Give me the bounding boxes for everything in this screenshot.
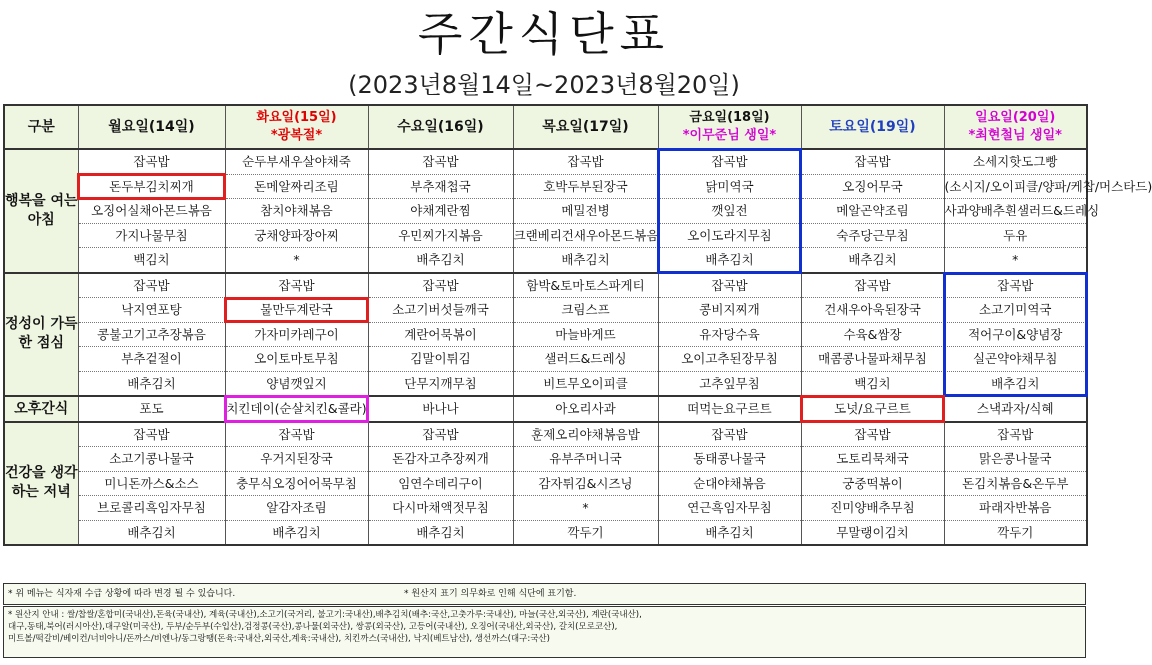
- origin-line: 대구,동태,북어(러시아산),대구알(미국산), 두부/순두부(수입산),검정콩(국산),콩나물(외국산), 쌍콩(외국산), 고등어(국내산), 오징어(국내산,외국산), 갈치(모로코산),: [8, 622, 618, 632]
- lunch-row: [4, 347, 1087, 372]
- menu-item: 단무지깨무침: [368, 371, 513, 396]
- snack-label: 오후간식: [4, 396, 78, 422]
- menu-item: 실곤약야채무침: [944, 347, 1087, 372]
- menu-item: 참치야채볶음: [225, 199, 368, 224]
- lunch-row: [4, 298, 1087, 323]
- menu-item: 크림스프: [513, 298, 658, 323]
- menu-item: 매콤콩나물파채무침: [801, 347, 944, 372]
- menu-item: 닭미역국: [658, 174, 801, 199]
- menu-item: 유자당수육: [658, 322, 801, 347]
- menu-item: 잡곡밥: [801, 149, 944, 174]
- menu-item: 돈두부김치찌개: [78, 174, 225, 199]
- menu-item: 소고기콩나물국: [78, 447, 225, 472]
- menu-item: 콩불고기고추장볶음: [78, 322, 225, 347]
- menu-item: *: [944, 248, 1087, 273]
- day-header-sat: [801, 105, 944, 149]
- dinner-row: [4, 520, 1087, 545]
- menu-item: 바나나: [368, 396, 513, 422]
- menu-item: 궁채양파장아찌: [225, 223, 368, 248]
- breakfast-row: [4, 174, 1087, 199]
- menu-item: 사과양배추흰샐러드&드레싱: [944, 199, 1087, 224]
- menu-item: 잡곡밥: [225, 273, 368, 298]
- menu-item: 궁중떡볶이: [801, 471, 944, 496]
- menu-item: 돈감자고추장찌개: [368, 447, 513, 472]
- menu-item: 적어구이&양념장: [944, 322, 1087, 347]
- menu-item: 무말랭이김치: [801, 520, 944, 545]
- menu-item: 감자튀김&시즈닝: [513, 471, 658, 496]
- day-header-tue: [225, 105, 368, 149]
- menu-item: 충무식오징어어묵무침: [225, 471, 368, 496]
- menu-item: 파래자반볶음: [944, 496, 1087, 521]
- menu-item: 훈제오리야채볶음밥: [513, 422, 658, 447]
- lunch-row: [4, 371, 1087, 396]
- menu-item: 배추김치: [368, 520, 513, 545]
- menu-item: 배추김치: [801, 248, 944, 273]
- menu-item: 샐러드&드레싱: [513, 347, 658, 372]
- menu-item: 떠먹는요구르트: [658, 396, 801, 422]
- header-row: [4, 105, 1087, 149]
- origin-info: [3, 606, 1086, 658]
- menu-item: 잡곡밥: [801, 422, 944, 447]
- day-note: *최현철님 생일*: [968, 128, 1062, 143]
- day-name: 화요일(15일): [256, 110, 337, 125]
- day-name: 수요일(16일): [397, 119, 484, 135]
- origin-line: * 원산지 안내 : 쌀/찹쌀/혼합미(국내산),돈육(국내산), 계육(국내산),소고기(국거리, 불고기:국내산),배추김치(배추:국산,고춧가루:국내산), 마늘(국산,외국산), 계란(국내산),: [8, 610, 642, 620]
- lunch-row: [4, 322, 1087, 347]
- menu-item: 우거지된장국: [225, 447, 368, 472]
- menu-item: 잡곡밥: [658, 422, 801, 447]
- menu-item: 낙지연포탕: [78, 298, 225, 323]
- menu-item: 배추김치: [658, 520, 801, 545]
- menu-item: 크랜베리건새우아몬드볶음: [513, 223, 658, 248]
- menu-item: 돈메알짜리조림: [225, 174, 368, 199]
- menu-item: 잡곡밥: [368, 422, 513, 447]
- menu-item: 오징어무국: [801, 174, 944, 199]
- menu-item: 콩비지찌개: [658, 298, 801, 323]
- period-subtitle: (2023년8월14일~2023년8월20일): [348, 71, 740, 99]
- day-name: 토요일(19일): [829, 119, 916, 135]
- breakfast-row: [4, 248, 1087, 273]
- menu-item: 깍두기: [513, 520, 658, 545]
- menu-item: 수육&쌈장: [801, 322, 944, 347]
- origin-line: 미트볼/떡갈비/베이컨/너비아니/돈까스/비엔나/동그랑땡(돈육:국내산,외국산,계육:국내산), 치킨까스(국내산), 낙지(베트남산), 생선까스(대구:국산): [8, 634, 550, 644]
- change-notice-text: * 위 메뉴는 식자재 수급 상황에 따라 변경 될 수 있습니다.: [8, 589, 236, 599]
- menu-item: 미니돈까스&소스: [78, 471, 225, 496]
- menu-item: *: [513, 496, 658, 521]
- menu-item: 도토리묵채국: [801, 447, 944, 472]
- menu-item: 잡곡밥: [368, 149, 513, 174]
- day-header-thu: [513, 105, 658, 149]
- menu-item: 맑은콩나물국: [944, 447, 1087, 472]
- menu-item: 오징어실채아몬드볶음: [78, 199, 225, 224]
- change-notice: [3, 583, 1086, 605]
- snack-row: [4, 396, 1087, 422]
- menu-item: 양념깻잎지: [225, 371, 368, 396]
- menu-item: 김말이튀김: [368, 347, 513, 372]
- menu-item: 물만두계란국: [225, 298, 368, 323]
- menu-item: 배추김치: [513, 248, 658, 273]
- menu-item: 오이토마토무침: [225, 347, 368, 372]
- menu-item: 오이도라지무침: [658, 223, 801, 248]
- day-header-sun: [944, 105, 1087, 149]
- menu-item: 순두부새우살야채죽: [225, 149, 368, 174]
- menu-item: 알감자조림: [225, 496, 368, 521]
- breakfast-row: [4, 199, 1087, 224]
- menu-item: 배추김치: [368, 248, 513, 273]
- menu-item: 함박&토마토스파게티: [513, 273, 658, 298]
- menu-item: 메밀전병: [513, 199, 658, 224]
- day-name: 일요일(20일): [975, 110, 1056, 125]
- menu-item: 우민찌가지볶음: [368, 223, 513, 248]
- menu-item: 고추잎무침: [658, 371, 801, 396]
- menu-item: 백김치: [801, 371, 944, 396]
- menu-item: 순대야채볶음: [658, 471, 801, 496]
- menu-item: 가자미카레구이: [225, 322, 368, 347]
- menu-item: 잡곡밥: [368, 273, 513, 298]
- dinner-row: [4, 496, 1087, 521]
- menu-item: 배추김치: [225, 520, 368, 545]
- menu-item: 소고기버섯들깨국: [368, 298, 513, 323]
- menu-item: 마늘바게뜨: [513, 322, 658, 347]
- menu-item: 잡곡밥: [78, 149, 225, 174]
- menu-item: 다시마채액젓무침: [368, 496, 513, 521]
- menu-item: 건새우아욱된장국: [801, 298, 944, 323]
- menu-item: 계란어묵볶이: [368, 322, 513, 347]
- menu-item: 두유: [944, 223, 1087, 248]
- menu-item: 배추김치: [944, 371, 1087, 396]
- menu-item: 비트무오이피클: [513, 371, 658, 396]
- menu-item: 잡곡밥: [225, 422, 368, 447]
- origin-notice-text: * 원산지 표기 의무화로 인해 식단에 표기함.: [404, 589, 577, 599]
- menu-item: 잡곡밥: [513, 149, 658, 174]
- menu-item: 유부주머니국: [513, 447, 658, 472]
- menu-item: 오이고추된장무침: [658, 347, 801, 372]
- day-name: 목요일(17일): [542, 119, 629, 135]
- menu-item: 배추김치: [658, 248, 801, 273]
- menu-item: 잡곡밥: [801, 273, 944, 298]
- menu-item: 돈김치볶음&온두부: [944, 471, 1087, 496]
- breakfast-row: [4, 223, 1087, 248]
- menu-item: 잡곡밥: [78, 273, 225, 298]
- menu-item: 스낵과자/식혜: [944, 396, 1087, 422]
- menu-item: 아오리사과: [513, 396, 658, 422]
- menu-item: 도넛/요구르트: [801, 396, 944, 422]
- menu-item: 소고기미역국: [944, 298, 1087, 323]
- menu-item: 배추김치: [78, 520, 225, 545]
- day-note: *광복절*: [270, 128, 323, 143]
- menu-item: 숙주당근무침: [801, 223, 944, 248]
- day-header-wed: [368, 105, 513, 149]
- breakfast-label: 행복을 여는 아침: [4, 149, 78, 273]
- dinner-row: [4, 422, 1087, 447]
- menu-item: 치킨데이(순살치킨&콜라): [225, 396, 368, 422]
- page-title: 주간식단표: [417, 7, 671, 61]
- menu-item: 부추재첩국: [368, 174, 513, 199]
- header-label: 구분: [4, 105, 78, 149]
- menu-item: 호박두부된장국: [513, 174, 658, 199]
- menu-item: 동태콩나물국: [658, 447, 801, 472]
- menu-item: 진미양배추무침: [801, 496, 944, 521]
- menu-item: 가지나물무침: [78, 223, 225, 248]
- menu-item: 깍두기: [944, 520, 1087, 545]
- menu-item: (소시지/오이피클/양파/케찹/머스타드): [944, 174, 1087, 199]
- menu-item: *: [225, 248, 368, 273]
- menu-item: 연근흑임자무침: [658, 496, 801, 521]
- menu-item: 잡곡밥: [944, 273, 1087, 298]
- menu-item: 잡곡밥: [658, 273, 801, 298]
- dinner-label: 건강을 생각하는 저녁: [4, 422, 78, 546]
- day-name: 월요일(14일): [108, 119, 195, 135]
- menu-item: 소세지핫도그빵: [944, 149, 1087, 174]
- menu-item: 부추겉절이: [78, 347, 225, 372]
- day-header-fri: [658, 105, 801, 149]
- menu-item: 임연수데리구이: [368, 471, 513, 496]
- menu-item: 잡곡밥: [78, 422, 225, 447]
- day-note: *이무준님 생일*: [682, 128, 777, 143]
- menu-item: 잡곡밥: [944, 422, 1087, 447]
- menu-item: 야채계란찜: [368, 199, 513, 224]
- menu-item: 메알곤약조림: [801, 199, 944, 224]
- lunch-row: [4, 273, 1087, 298]
- lunch-label: 정성이 가득한 점심: [4, 273, 78, 397]
- day-name: 금요일(18일): [689, 110, 770, 125]
- menu-item: 잡곡밥: [658, 149, 801, 174]
- menu-item: 깻잎전: [658, 199, 801, 224]
- day-header-mon: [78, 105, 225, 149]
- menu-item: 브로콜리흑임자무침: [78, 496, 225, 521]
- breakfast-row: [4, 149, 1087, 174]
- dinner-row: [4, 471, 1087, 496]
- menu-item: 백김치: [78, 248, 225, 273]
- dinner-row: [4, 447, 1087, 472]
- weekly-menu-table: [3, 104, 1152, 546]
- menu-item: 포도: [78, 396, 225, 422]
- menu-item: 배추김치: [78, 371, 225, 396]
